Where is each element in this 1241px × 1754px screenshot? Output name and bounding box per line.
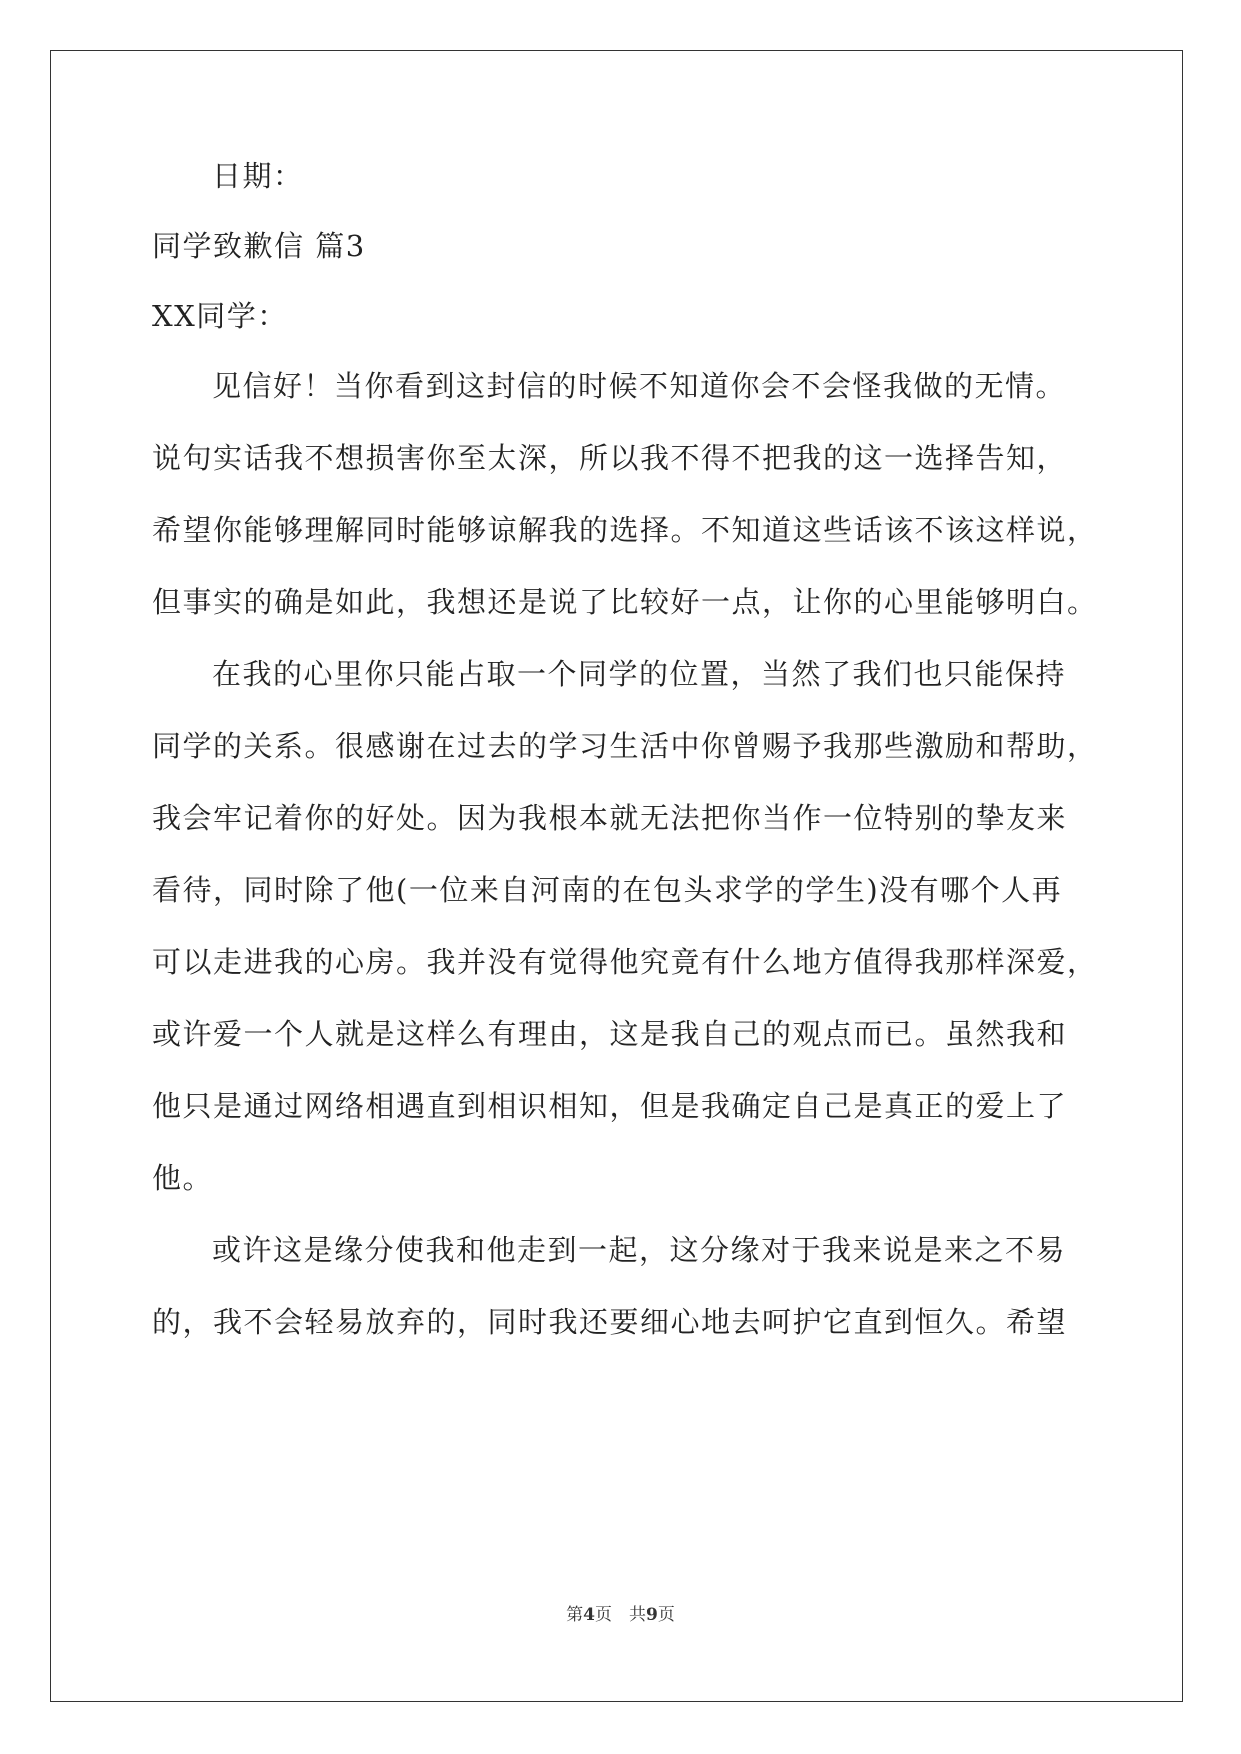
body-line: 我会牢记着你的好处。因为我根本就无法把你当作一位特别的挚友来 (152, 801, 1068, 835)
body-line: 看待，同时除了他(一位来自河南的在包头求学的学生)没有哪个人再 (152, 873, 1063, 907)
body-line: 同学的关系。很感谢在过去的学习生活中你曾赐予我那些激励和帮助， (152, 729, 1098, 763)
body-line: 见信好！当你看到这封信的时候不知道你会不会怪我做的无情。 (212, 369, 1067, 403)
body-line: 说句实话我不想损害你至太深，所以我不得不把我的这一选择告知， (152, 441, 1068, 475)
salutation: XX同学： (152, 299, 288, 333)
page-footer (0, 1600, 1241, 1625)
body-line: 可以走进我的心房。我并没有觉得他究竟有什么地方值得我那样深爱， (152, 945, 1098, 979)
body-line: 或许这是缘分使我和他走到一起，这分缘对于我来说是来之不易 (212, 1233, 1067, 1267)
body-line: 希望你能够理解同时能够谅解我的选择。不知道这些话该不该这样说， (152, 513, 1098, 547)
total-page-number: 9 (646, 1605, 658, 1625)
body-line: 的，我不会轻易放弃的，同时我还要细心地去呵护它直到恒久。希望 (152, 1305, 1068, 1339)
body-line: 他。 (152, 1161, 214, 1195)
body-line: 他只是通过网络相遇直到相识相知，但是我确定自己是真正的爱上了 (152, 1089, 1068, 1123)
footer-suffix: 页 (657, 1605, 675, 1625)
section-title: 同学致歉信 篇3 (152, 229, 366, 263)
date-line: 日期： (212, 159, 304, 193)
current-page-number: 4 (583, 1605, 595, 1625)
body-line: 但事实的确是如此，我想还是说了比较好一点，让你的心里能够明白。 (152, 585, 1098, 619)
body-line: 或许爱一个人就是这样么有理由，这是我自己的观点而已。虽然我和 (152, 1017, 1068, 1051)
footer-middle: 页 共 (595, 1605, 646, 1625)
footer-prefix: 第 (566, 1605, 584, 1625)
body-line: 在我的心里你只能占取一个同学的位置，当然了我们也只能保持 (212, 657, 1067, 691)
